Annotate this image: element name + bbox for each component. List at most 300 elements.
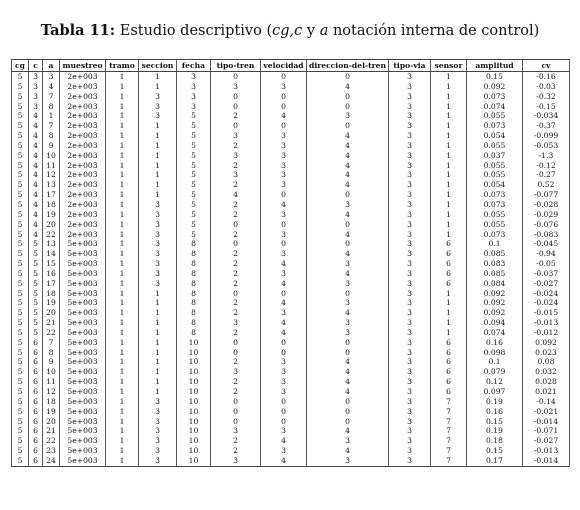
table-cell: 3 <box>307 111 389 121</box>
table-cell: 0 <box>307 239 389 249</box>
table-cell: -0.32 <box>523 92 570 102</box>
table-cell: 3 <box>389 151 431 161</box>
table-cell: 3 <box>139 111 177 121</box>
table-cell: -0.14 <box>523 397 570 407</box>
descriptive-table <box>11 59 570 467</box>
table-cell: 5e+003 <box>60 308 106 318</box>
table-cell: 0 <box>211 102 261 112</box>
table-cell: 10 <box>43 151 60 161</box>
table-cell: -0.27 <box>523 170 570 180</box>
table-cell: 3 <box>139 446 177 456</box>
table-cell: 8 <box>177 269 211 279</box>
table-cell: 3 <box>389 377 431 387</box>
table-cell: 4 <box>307 426 389 436</box>
table-cell: 1 <box>139 387 177 397</box>
table-row <box>12 111 570 121</box>
table-cell: 4 <box>261 328 307 338</box>
table-cell: 0.021 <box>523 387 570 397</box>
table-cell: 4 <box>307 141 389 151</box>
table-cell: 4 <box>29 200 43 210</box>
table-cell: 3 <box>389 397 431 407</box>
table-cell: 3 <box>139 456 177 466</box>
table-cell: 3 <box>389 279 431 289</box>
table-cell: 3 <box>389 289 431 299</box>
table-cell: 3 <box>389 308 431 318</box>
table-cell: 1 <box>431 102 467 112</box>
table-cell: -0.034 <box>523 111 570 121</box>
table-row <box>12 180 570 190</box>
table-cell: 1 <box>106 72 139 82</box>
table-row <box>12 190 570 200</box>
table-cell: 5 <box>12 436 29 446</box>
table-cell: 4 <box>307 170 389 180</box>
table-cell: 5 <box>12 230 29 240</box>
table-cell: 1 <box>106 338 139 348</box>
table-cell: 0.085 <box>467 269 523 279</box>
table-cell: 6 <box>29 367 43 377</box>
table-row <box>12 131 570 141</box>
table-cell: 1 <box>431 200 467 210</box>
table-cell: 4 <box>43 82 60 92</box>
table-cell: 8 <box>177 249 211 259</box>
table-cell: 3 <box>261 426 307 436</box>
table-cell: 3 <box>389 190 431 200</box>
caption-text-before: Estudio descriptivo ( <box>119 23 273 39</box>
table-cell: 3 <box>261 82 307 92</box>
table-cell: 4 <box>307 249 389 259</box>
table-cell: 3 <box>261 387 307 397</box>
table-cell: 1 <box>431 298 467 308</box>
table-cell: 0 <box>307 397 389 407</box>
table-cell: 5 <box>12 318 29 328</box>
table-cell: 0.18 <box>467 436 523 446</box>
table-cell: 1 <box>139 328 177 338</box>
table-cell: 0 <box>307 92 389 102</box>
table-cell: 3 <box>389 357 431 367</box>
table-cell: 8 <box>177 259 211 269</box>
table-cell: 0.092 <box>467 82 523 92</box>
table-cell: 5 <box>29 308 43 318</box>
table-cell: 1 <box>106 279 139 289</box>
table-cell: 1 <box>431 141 467 151</box>
table-cell: 5 <box>12 220 29 230</box>
table-cell: -0.012 <box>523 328 570 338</box>
table-cell: 5e+003 <box>60 367 106 377</box>
table-cell: -0.015 <box>523 308 570 318</box>
table-cell: 5 <box>12 259 29 269</box>
table-cell: 4 <box>29 111 43 121</box>
table-cell: 0.092 <box>523 338 570 348</box>
table-cell: 5 <box>12 131 29 141</box>
table-cell: 0.055 <box>467 111 523 121</box>
column-header: cv <box>523 60 570 72</box>
table-cell: 3 <box>389 387 431 397</box>
table-cell: 3 <box>389 446 431 456</box>
table-cell: 13 <box>43 239 60 249</box>
table-cell: 8 <box>43 102 60 112</box>
table-cell: 6 <box>431 377 467 387</box>
table-cell: 5e+003 <box>60 328 106 338</box>
table-cell: 2e+003 <box>60 121 106 131</box>
table-cell: 3 <box>389 121 431 131</box>
table-cell: 3 <box>139 210 177 220</box>
table-cell: 1 <box>139 367 177 377</box>
table-cell: 10 <box>177 387 211 397</box>
caption-text-after: notación interna de control) <box>328 23 540 39</box>
table-cell: 3 <box>389 426 431 436</box>
table-cell: 1 <box>106 308 139 318</box>
table-cell: 1 <box>139 308 177 318</box>
table-cell: 10 <box>177 338 211 348</box>
table-cell: 3 <box>389 318 431 328</box>
table-cell: 10 <box>177 357 211 367</box>
table-cell: 1 <box>106 200 139 210</box>
table-cell: 1 <box>106 298 139 308</box>
table-cell: 22 <box>43 436 60 446</box>
table-cell: 0.085 <box>467 249 523 259</box>
table-row <box>12 279 570 289</box>
column-header: muestreo <box>60 60 106 72</box>
table-cell: 2e+003 <box>60 141 106 151</box>
table-cell: 0.074 <box>467 102 523 112</box>
table-cell: 0.023 <box>523 348 570 358</box>
table-cell: 4 <box>307 161 389 171</box>
table-cell: 5e+003 <box>60 269 106 279</box>
table-cell: 23 <box>43 446 60 456</box>
table-cell: 1 <box>106 82 139 92</box>
table-cell: 2e+003 <box>60 131 106 141</box>
table-cell: 3 <box>389 239 431 249</box>
table-cell: -0.05 <box>523 259 570 269</box>
table-cell: 3 <box>261 357 307 367</box>
table-cell: 0.037 <box>467 151 523 161</box>
table-cell: 5 <box>12 72 29 82</box>
table-cell: 4 <box>307 131 389 141</box>
table-cell: 5 <box>177 180 211 190</box>
table-cell: 2 <box>211 161 261 171</box>
table-cell: -0.16 <box>523 72 570 82</box>
table-cell: 5 <box>12 426 29 436</box>
table-cell: 5 <box>12 180 29 190</box>
table-cell: 8 <box>43 348 60 358</box>
table-cell: 10 <box>177 407 211 417</box>
table-cell: 6 <box>29 357 43 367</box>
table-row <box>12 170 570 180</box>
table-cell: 2 <box>211 357 261 367</box>
table-cell: -0.029 <box>523 210 570 220</box>
table-cell: -0.077 <box>523 190 570 200</box>
table-cell: 4 <box>211 190 261 200</box>
table-row <box>12 239 570 249</box>
table-cell: 8 <box>43 131 60 141</box>
table-cell: 0.074 <box>467 328 523 338</box>
table-cell: 1 <box>139 151 177 161</box>
column-header: tipo-tren <box>211 60 261 72</box>
table-cell: 5 <box>12 239 29 249</box>
table-cell: 4 <box>261 318 307 328</box>
table-cell: 16 <box>43 269 60 279</box>
table-cell: 5 <box>12 357 29 367</box>
table-cell: 15 <box>43 259 60 269</box>
caption-text-mid: y <box>302 23 320 39</box>
table-row <box>12 308 570 318</box>
table-cell: 1 <box>43 111 60 121</box>
table-cell: 0.15 <box>467 72 523 82</box>
table-cell: 1 <box>431 121 467 131</box>
table-cell: 4 <box>29 170 43 180</box>
table-cell: 6 <box>431 367 467 377</box>
table-cell: 5e+003 <box>60 239 106 249</box>
table-cell: 1 <box>106 210 139 220</box>
table-cell: 1 <box>106 387 139 397</box>
table-cell: 5 <box>177 170 211 180</box>
table-cell: 3 <box>389 111 431 121</box>
table-cell: 5 <box>177 141 211 151</box>
table-cell: 3 <box>389 328 431 338</box>
table-cell: 5 <box>12 289 29 299</box>
table-cell: 3 <box>211 151 261 161</box>
table-row <box>12 328 570 338</box>
table-cell: -0.013 <box>523 318 570 328</box>
table-cell: 0 <box>211 397 261 407</box>
table-cell: 11 <box>43 161 60 171</box>
table-cell: 1 <box>431 72 467 82</box>
table-cell: 3 <box>389 92 431 102</box>
table-cell: 3 <box>139 407 177 417</box>
table-cell: 19 <box>43 210 60 220</box>
table-cell: 1 <box>139 161 177 171</box>
table-cell: 2 <box>211 259 261 269</box>
table-cell: 6 <box>431 249 467 259</box>
table-cell: 6 <box>29 436 43 446</box>
table-cell: -0.024 <box>523 298 570 308</box>
table-cell: 5 <box>12 82 29 92</box>
table-cell: 2 <box>211 200 261 210</box>
table-cell: 10 <box>177 417 211 427</box>
table-cell: 3 <box>389 220 431 230</box>
table-cell: 3 <box>139 200 177 210</box>
table-row <box>12 377 570 387</box>
table-cell: 3 <box>389 210 431 220</box>
table-cell: 3 <box>139 269 177 279</box>
table-cell: 0.055 <box>467 141 523 151</box>
table-cell: 5 <box>29 298 43 308</box>
table-cell: -0.15 <box>523 102 570 112</box>
table-cell: 24 <box>43 456 60 466</box>
table-cell: 9 <box>43 141 60 151</box>
table-cell: 5e+003 <box>60 348 106 358</box>
table-cell: 0.098 <box>467 348 523 358</box>
table-cell: 2 <box>211 298 261 308</box>
table-cell: 0 <box>211 220 261 230</box>
table-row <box>12 141 570 151</box>
column-header: c <box>29 60 43 72</box>
table-cell: 21 <box>43 318 60 328</box>
table-cell: 4 <box>307 151 389 161</box>
table-cell: 5 <box>29 239 43 249</box>
table-cell: 1 <box>139 141 177 151</box>
table-cell: 1 <box>106 111 139 121</box>
table-cell: 0 <box>211 121 261 131</box>
table-cell: 0.16 <box>467 407 523 417</box>
table-cell: 3 <box>389 417 431 427</box>
column-header: a <box>43 60 60 72</box>
table-cell: -0.12 <box>523 161 570 171</box>
table-cell: 2 <box>211 230 261 240</box>
table-cell: 3 <box>261 170 307 180</box>
header-row <box>12 60 570 72</box>
table-cell: 1 <box>139 318 177 328</box>
table-cell: 0 <box>211 289 261 299</box>
table-cell: 10 <box>177 426 211 436</box>
table-cell: 3 <box>389 407 431 417</box>
table-cell: 3 <box>177 72 211 82</box>
table-cell: 1 <box>106 446 139 456</box>
table-cell: 0.079 <box>467 367 523 377</box>
table-cell: 6 <box>29 348 43 358</box>
table-row <box>12 446 570 456</box>
table-row <box>12 417 570 427</box>
table-cell: 18 <box>43 200 60 210</box>
table-cell: 7 <box>431 446 467 456</box>
table-cell: 5e+003 <box>60 456 106 466</box>
table-cell: 1 <box>106 239 139 249</box>
table-cell: 5 <box>12 111 29 121</box>
table-cell: 1 <box>431 220 467 230</box>
table-cell: 3 <box>389 230 431 240</box>
table-cell: 2 <box>211 180 261 190</box>
table-cell: 4 <box>307 308 389 318</box>
table-cell: 5 <box>29 328 43 338</box>
table-cell: 3 <box>139 249 177 259</box>
table-cell: 6 <box>431 279 467 289</box>
table-cell: 5e+003 <box>60 446 106 456</box>
table-cell: 0.19 <box>467 426 523 436</box>
table-row <box>12 210 570 220</box>
table-cell: 9 <box>43 357 60 367</box>
column-header: velocidad <box>261 60 307 72</box>
table-cell: 8 <box>177 308 211 318</box>
table-cell: 1 <box>431 210 467 220</box>
table-cell: 0 <box>211 417 261 427</box>
table-cell: 0.092 <box>467 308 523 318</box>
column-header: tramo <box>106 60 139 72</box>
table-cell: 3 <box>307 328 389 338</box>
table-row <box>12 121 570 131</box>
table-cell: 4 <box>307 210 389 220</box>
table-cell: 0 <box>307 121 389 131</box>
table-cell: 1 <box>106 102 139 112</box>
table-cell: 5 <box>12 249 29 259</box>
table-cell: 0.083 <box>467 259 523 269</box>
table-cell: 5e+003 <box>60 397 106 407</box>
table-cell: 3 <box>139 259 177 269</box>
table-cell: 5 <box>12 151 29 161</box>
table-cell: 4 <box>307 82 389 92</box>
table-cell: 3 <box>389 456 431 466</box>
table-cell: 4 <box>29 180 43 190</box>
table-cell: 1 <box>106 348 139 358</box>
table-cell: 1 <box>106 377 139 387</box>
table-cell: 3 <box>261 446 307 456</box>
table-cell: 3 <box>261 269 307 279</box>
table-cell: 7 <box>43 92 60 102</box>
column-header: sensor <box>431 60 467 72</box>
table-cell: 5 <box>12 92 29 102</box>
table-cell: 3 <box>307 318 389 328</box>
table-cell: 5e+003 <box>60 426 106 436</box>
table-cell: 6 <box>431 338 467 348</box>
table-cell: 22 <box>43 230 60 240</box>
table-cell: 4 <box>29 210 43 220</box>
table-cell: 1 <box>106 328 139 338</box>
table-cell: 1 <box>106 357 139 367</box>
table-cell: 3 <box>389 200 431 210</box>
table-cell: 2e+003 <box>60 210 106 220</box>
table-cell: 5e+003 <box>60 298 106 308</box>
table-cell: -0.014 <box>523 417 570 427</box>
table-cell: 0 <box>261 190 307 200</box>
table-cell: 5 <box>29 269 43 279</box>
table-cell: 4 <box>307 357 389 367</box>
table-cell: 20 <box>43 220 60 230</box>
table-cell: 1 <box>106 141 139 151</box>
table-cell: 3 <box>389 131 431 141</box>
table-cell: 1 <box>106 180 139 190</box>
table-cell: 3 <box>389 170 431 180</box>
table-cell: 2e+003 <box>60 170 106 180</box>
table-cell: 1 <box>106 92 139 102</box>
table-cell: 20 <box>43 417 60 427</box>
table-cell: 1 <box>106 367 139 377</box>
table-cell: 1 <box>139 289 177 299</box>
table-cell: 0.055 <box>467 170 523 180</box>
table-cell: 6 <box>29 417 43 427</box>
table-cell: 7 <box>431 417 467 427</box>
table-cell: 3 <box>139 239 177 249</box>
table-cell: 0.028 <box>523 377 570 387</box>
table-cell: 0.055 <box>467 220 523 230</box>
table-cell: 4 <box>261 436 307 446</box>
table-cell: 1 <box>106 397 139 407</box>
table-cell: 0.094 <box>467 318 523 328</box>
table-cell: 0 <box>307 407 389 417</box>
table-cell: 0.055 <box>467 210 523 220</box>
table-cell: 4 <box>29 220 43 230</box>
table-cell: 0.097 <box>467 387 523 397</box>
table-row <box>12 318 570 328</box>
table-cell: 1 <box>106 318 139 328</box>
table-cell: 0.08 <box>523 357 570 367</box>
table-cell: 6 <box>431 387 467 397</box>
table-cell: 1 <box>106 230 139 240</box>
table-cell: 1 <box>431 180 467 190</box>
table-cell: 0 <box>211 338 261 348</box>
table-cell: 1 <box>106 151 139 161</box>
table-cell: 4 <box>261 279 307 289</box>
table-cell: 1 <box>106 456 139 466</box>
table-cell: 0 <box>211 92 261 102</box>
table-cell: 2 <box>211 111 261 121</box>
table-cell: -0.071 <box>523 426 570 436</box>
table-cell: 2 <box>211 269 261 279</box>
table-cell: 1 <box>139 180 177 190</box>
table-cell: 3 <box>29 72 43 82</box>
table-cell: 4 <box>29 190 43 200</box>
table-cell: 1 <box>106 436 139 446</box>
table-cell: 6 <box>431 239 467 249</box>
table-cell: 1 <box>106 426 139 436</box>
